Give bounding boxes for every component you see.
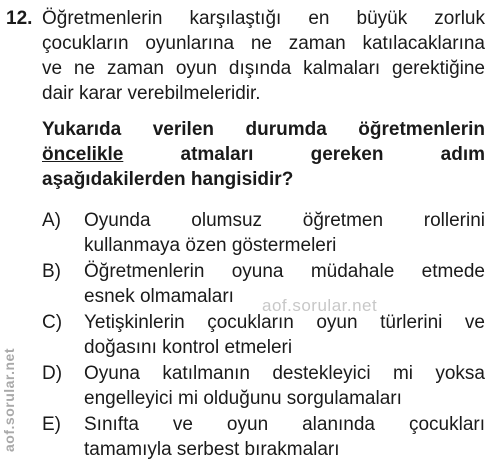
option-letter: D): [42, 363, 63, 384]
option-letter: C): [42, 312, 63, 333]
stem-line: ve ne zaman oyun dışında kalmaları gerektiğine: [42, 58, 485, 79]
option-line: doğasını kontrol etmeleri: [84, 337, 293, 358]
option-line: Oyunda olumsuz öğretmen rollerini: [84, 210, 485, 231]
option-c[interactable]: [42, 310, 485, 360]
option-e[interactable]: [42, 412, 485, 462]
option-letter: B): [42, 261, 61, 282]
option-line: esnek olmamaları: [84, 286, 234, 307]
prompt-line: Yukarıda verilen durumda öğretmenlerin: [42, 119, 485, 140]
emphasis-word: öncelikle: [42, 144, 124, 165]
answer-options: [42, 208, 485, 463]
option-text: [84, 208, 485, 258]
option-text: [84, 361, 485, 411]
option-text: [84, 412, 485, 462]
option-line: Yetişkinlerin çocukların oyun türlerini ve: [84, 312, 485, 333]
option-line: Oyuna katılmanın destekleyici mi yoksa: [84, 363, 485, 384]
watermark-center: aof.sorular.net: [262, 296, 378, 315]
question-number: 12.: [6, 8, 33, 29]
option-text: [84, 310, 485, 360]
prompt-line: aşağıdakilerden hangisidir?: [42, 169, 294, 190]
prompt-line-rest: atmaları gereken adım: [123, 144, 485, 165]
option-line: tamamıyla serbest bırakmaları: [84, 439, 340, 460]
question-stem: [42, 6, 485, 106]
stem-line: dair karar verebilmeleridir.: [42, 83, 261, 104]
watermark-side: aof.sorular.net: [1, 348, 17, 452]
option-line: Sınıfta ve oyun alanında çocukları: [84, 414, 485, 435]
question-prompt: [42, 117, 485, 192]
prompt-line: [42, 142, 485, 167]
option-letter: A): [42, 210, 61, 231]
option-letter: E): [42, 414, 61, 435]
stem-line: çocukların oyunlarına ne zaman katılacaklarına: [42, 33, 485, 54]
option-d[interactable]: [42, 361, 485, 411]
option-line: kullanmaya özen göstermeleri: [84, 235, 337, 256]
option-line: engelleyici mi olduğunu sorgulamaları: [84, 388, 402, 409]
option-line: Öğretmenlerin oyuna müdahale etmede: [84, 261, 485, 282]
option-a[interactable]: [42, 208, 485, 258]
stem-line: Öğretmenlerin karşılaştığı en büyük zorluk: [42, 8, 485, 29]
